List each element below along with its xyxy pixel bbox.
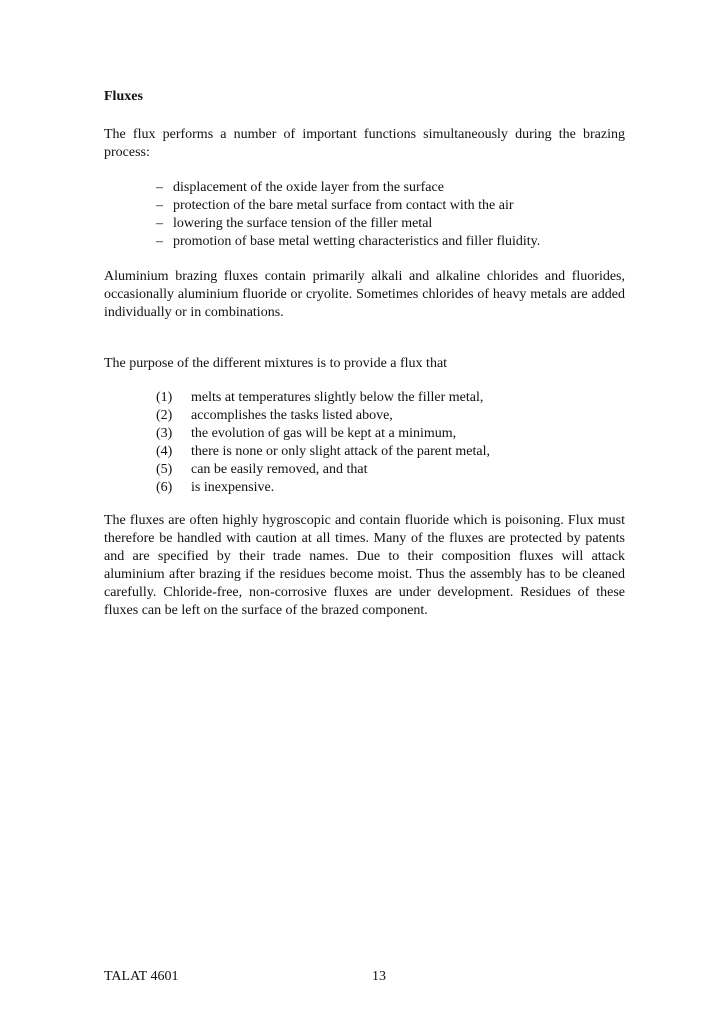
list-item <box>156 407 490 425</box>
list-item <box>156 479 490 497</box>
footer-page-number: 13 <box>372 969 386 984</box>
list-item <box>156 425 490 443</box>
item-number: (3) <box>156 426 173 441</box>
list-item <box>156 389 490 407</box>
item-number: (4) <box>156 444 173 459</box>
list-item-text: displacement of the oxide layer from the surface <box>173 180 444 195</box>
list-item <box>156 233 540 251</box>
list-item-text: protection of the bare metal surface from contact with the air <box>173 198 514 213</box>
list-item <box>156 443 490 461</box>
list-item-text: is inexpensive. <box>191 480 275 495</box>
list-item-text: promotion of base metal wetting characteristics and filler fluidity. <box>173 234 541 249</box>
list-item-text: can be easily removed, and that <box>191 462 368 477</box>
item-number: (5) <box>156 462 173 477</box>
dash-bullet: – <box>156 180 163 195</box>
list-item <box>156 197 540 215</box>
item-number: (2) <box>156 408 173 423</box>
list-item-text: lowering the surface tension of the filler metal <box>173 216 433 231</box>
list-item-text: melts at temperatures slightly below the filler metal, <box>191 390 484 405</box>
requirements-list <box>156 389 490 497</box>
section-heading: Fluxes <box>104 89 143 104</box>
list-item-text: accomplishes the tasks listed above, <box>191 408 393 423</box>
list-item <box>156 179 540 197</box>
list-item-text: the evolution of gas will be kept at a minimum, <box>191 426 457 441</box>
composition-paragraph: Aluminium brazing fluxes contain primarily alkali and alkaline chlorides and fluorides, occasionally aluminium fluoride or cryolite. Sometimes chlorides of heavy metals are added individually or in combinations. <box>104 269 625 320</box>
dash-bullet: – <box>156 216 163 231</box>
purpose-paragraph: The purpose of the different mixtures is to provide a flux that <box>104 356 448 371</box>
list-item-text: there is none or only slight attack of the parent metal, <box>191 444 490 459</box>
dash-bullet: – <box>156 234 163 249</box>
intro-paragraph: The flux performs a number of important functions simultaneously during the brazing process: <box>104 127 625 160</box>
warning-paragraph: The fluxes are often highly hygroscopic and contain fluoride which is poisoning. Flux must therefore be handled with caution at all times. Many of the fluxes are protected by patents and are specified by their trade names. Due to their composition fluxes will attack aluminium after brazing if the residues become moist. Thus the assembly has to be cleaned carefully. Chloride-free, non-corrosive fluxes are under development. Residues of these fluxes can be left on the surface of the brazed component. <box>104 513 625 618</box>
item-number: (1) <box>156 390 173 405</box>
list-item <box>156 215 540 233</box>
dash-bullet: – <box>156 198 163 213</box>
list-item <box>156 461 490 479</box>
flux-functions-list <box>156 179 540 251</box>
footer-doc-id: TALAT 4601 <box>104 969 179 984</box>
item-number: (6) <box>156 480 173 495</box>
